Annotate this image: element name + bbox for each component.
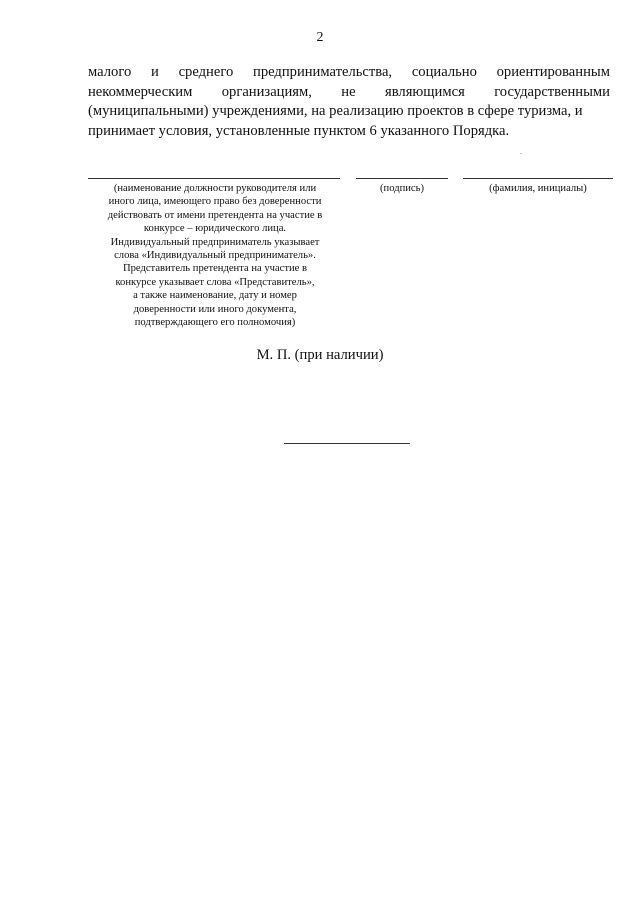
word: среднего: [178, 64, 234, 80]
end-of-document-rule: [284, 443, 410, 444]
body-paragraph: [88, 63, 610, 141]
word: государственными: [494, 83, 610, 100]
word: не: [341, 83, 356, 100]
word: малого: [88, 64, 132, 80]
caption-line: действовать от имени претендента на участие в: [107, 209, 323, 221]
caption-line: иного лица, имеющего право без доверенности: [108, 196, 322, 208]
word: предпринимательства,: [253, 64, 393, 80]
paragraph-line-2: [88, 83, 610, 103]
caption-line: (наименование должности руководителя или: [113, 183, 317, 194]
name-caption: (фамилия, инициалы): [489, 183, 587, 194]
position-caption: [80, 182, 350, 329]
paragraph-line-1: [88, 63, 610, 83]
scan-speck: [520, 153, 522, 154]
word: некоммерческим: [88, 83, 193, 100]
signature-line: [356, 178, 448, 179]
caption-line: подтверждающего его полномочия): [134, 317, 296, 329]
caption-line: конкурсе указывает слова «Представитель»,: [115, 276, 315, 288]
word: организациям,: [221, 83, 312, 100]
name-signature-line: [463, 178, 613, 179]
word: и: [151, 64, 159, 80]
word: являющимся: [385, 83, 465, 100]
caption-line: а также наименование, дату и номер: [133, 290, 297, 302]
position-signature-line: [88, 178, 340, 179]
word: социально: [411, 64, 477, 80]
caption-line: Представитель претендента на участие в: [122, 263, 308, 275]
word: ориентированным: [496, 64, 610, 80]
caption-line: слова «Индивидуальный предприниматель».: [114, 250, 316, 262]
caption-line: Индивидуальный предприниматель указывает: [110, 236, 320, 248]
seal-label: М. П. (при наличии): [256, 347, 384, 363]
caption-line: доверенности или иного документа,: [133, 303, 297, 315]
paragraph-line-4: принимает условия, установленные пунктом 6 указанного Порядка.: [88, 122, 510, 139]
paragraph-line-3: (муниципальными) учреждениями, на реализацию проектов в сфере туризма, и: [88, 103, 583, 119]
caption-line: конкурсе – юридического лица.: [143, 223, 287, 235]
signature-caption: (подпись): [380, 183, 424, 194]
page-number: 2: [316, 30, 324, 45]
